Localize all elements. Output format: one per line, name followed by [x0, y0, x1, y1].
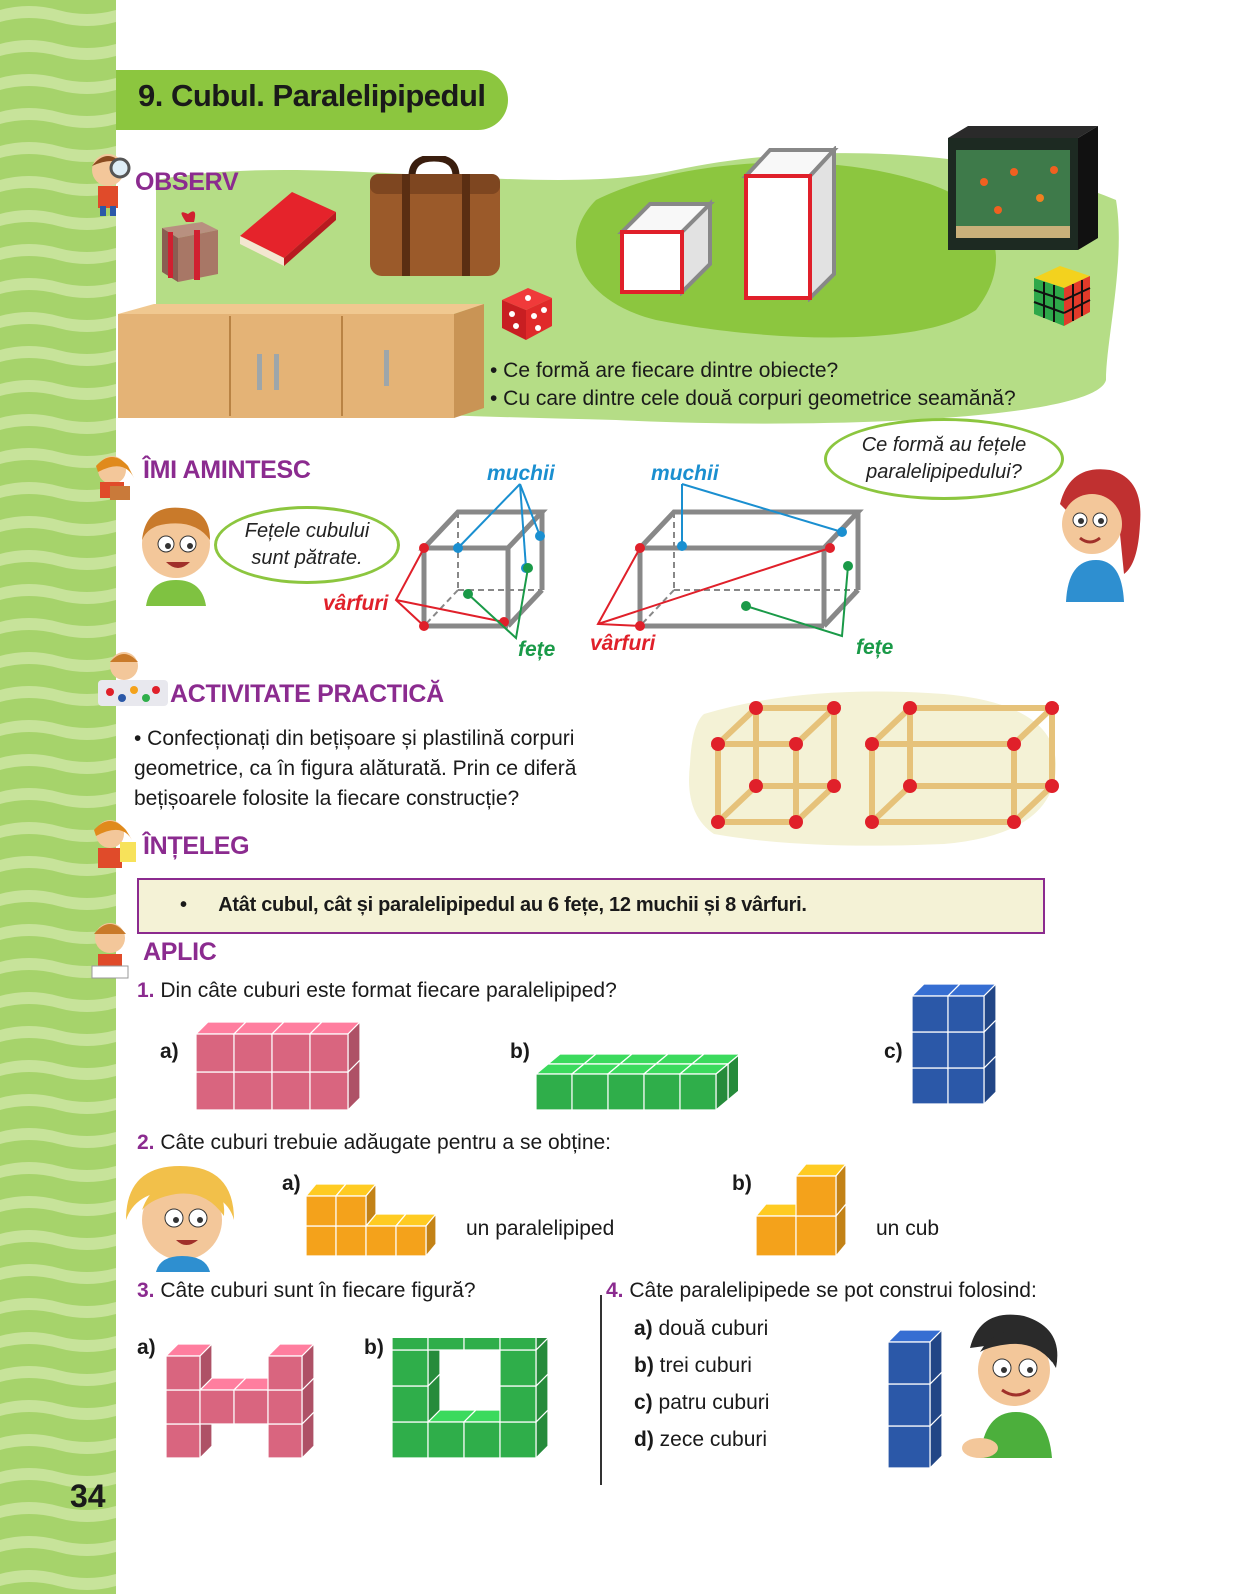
ex4-option-a: a) două cuburi	[634, 1317, 769, 1340]
ex3-question: 3. Câte cuburi sunt în fiecare figură?	[137, 1279, 476, 1302]
cuboid-edges-label: muchii	[651, 462, 719, 485]
activitate-text: • Confecționați din bețișoare și plastilină corpuri geometrice, ca în figura alăturată. Prin ce diferă bețișoarele folosite la fiecare construcție?	[134, 727, 577, 810]
activitate-heading: ACTIVITATE PRACTICĂ	[170, 680, 444, 708]
girl-red-hair-illustration	[1040, 464, 1146, 602]
cuboid-model	[740, 146, 840, 302]
boy-writing-icon	[84, 916, 136, 982]
ex1-label-a: a)	[160, 1040, 179, 1063]
cube-edges-label: muchii	[487, 462, 555, 485]
cabinet-image	[114, 304, 484, 420]
speech-bubble-left: Fețele cubului sunt pătrate.	[214, 506, 400, 584]
page-title: 9. Cubul. Paralelipipedul	[138, 78, 486, 113]
observ-question-1: • Ce formă are fiecare dintre obiecte?	[490, 359, 839, 382]
pink-h-figure	[166, 1340, 334, 1460]
inteleg-heading: ÎNȚELEG	[143, 832, 250, 860]
side-stripe	[0, 0, 116, 1594]
girl-blonde-illustration	[116, 1160, 246, 1272]
girl-understanding-icon	[80, 812, 140, 882]
ex3-label-a: a)	[137, 1336, 156, 1359]
cube-vertices-label: vârfuri	[323, 592, 389, 615]
die-image	[498, 286, 554, 342]
imi-amintesc-heading: ÎMI AMINTESC	[143, 456, 311, 484]
rubik-cube-image	[1030, 262, 1094, 330]
orange-partial-cube	[756, 1162, 858, 1258]
green-cuboid-5x2	[536, 1028, 738, 1112]
ex2-label-b: b)	[732, 1172, 752, 1195]
stick-models	[684, 684, 1060, 848]
blue-cuboid-2x3	[912, 976, 1004, 1106]
orange-partial-cuboid	[306, 1162, 446, 1258]
ex4-option-b: b) trei cuburi	[634, 1354, 752, 1377]
ex2-target-b: un cub	[876, 1217, 940, 1240]
green-frame-figure	[392, 1338, 554, 1460]
ex1-label-c: c)	[884, 1040, 903, 1063]
cuboid-faces-label: fețe	[856, 636, 894, 659]
cube-model	[614, 196, 718, 296]
boy-thinking-illustration	[126, 500, 222, 606]
ex3-label-b: b)	[364, 1336, 384, 1359]
girl-reading-icon	[80, 448, 140, 504]
aplic-heading: APLIC	[143, 938, 217, 966]
speech-bubble-right: Ce formă au fețele paralelipipedului?	[824, 418, 1064, 500]
suitcase-image	[366, 156, 504, 280]
ex2-question: 2. Câte cuburi trebuie adăugate pentru a se obține:	[137, 1131, 612, 1154]
page-number: 34	[70, 1478, 106, 1514]
cube-diagram	[320, 458, 570, 668]
ex4-option-d: d) zece cuburi	[634, 1428, 768, 1451]
aquarium-image	[944, 122, 1102, 256]
boy-plasticine-icon	[94, 648, 172, 710]
ex1-label-b: b)	[510, 1040, 530, 1063]
boy-magnifier-icon	[84, 148, 132, 216]
cuboid-vertices-label: vârfuri	[590, 632, 656, 655]
ex1-question: 1. Din câte cuburi este format fiecare paralelipiped?	[137, 979, 617, 1002]
ex4-question: 4. Câte paralelipipede se pot construi folosind:	[606, 1279, 1037, 1302]
observ-heading: OBSERV	[135, 168, 239, 196]
ex2-label-a: a)	[282, 1172, 301, 1195]
ex4-option-c: c) patru cuburi	[634, 1391, 770, 1414]
ex2-target-a: un paralelipiped	[466, 1217, 615, 1240]
cube-faces-label: fețe	[518, 638, 556, 661]
boy-sitting-illustration	[940, 1308, 1070, 1468]
book-image	[236, 188, 340, 268]
gift-box-image	[158, 208, 222, 284]
column-divider	[600, 1295, 602, 1485]
observ-question-2: • Cu care dintre cele două corpuri geometrice seamănă?	[490, 387, 1016, 410]
pink-cuboid-4x2	[196, 1022, 366, 1112]
inteleg-statement: • Atât cubul, cât și paralelipipedul au 6 fețe, 12 muchii și 8 vârfuri.	[180, 894, 807, 916]
